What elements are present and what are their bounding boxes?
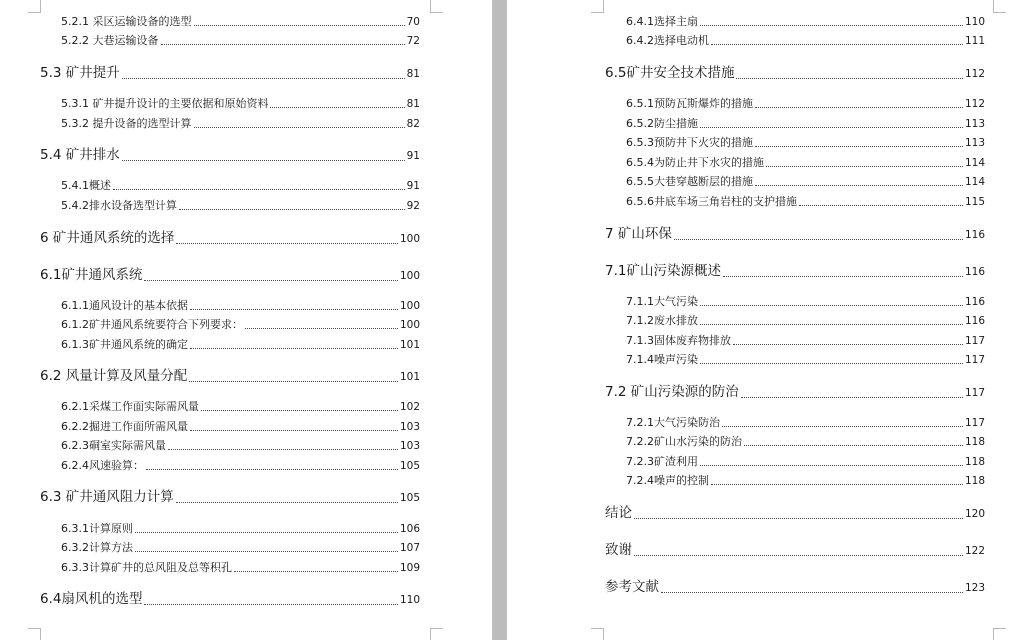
toc-leader-dots [755,178,963,185]
toc-entry-title: 5.2.2 大巷运输设备 [61,34,159,47]
toc-entry-page-number: 116 [964,296,985,308]
toc-leader-dots [190,341,398,348]
toc-leader-dots [144,596,397,604]
toc-leader-dots [190,423,398,430]
toc-entry[interactable] [40,491,420,505]
toc-entry-page-number: 116 [964,266,985,278]
toc-entry[interactable] [61,35,420,47]
toc-leader-dots [799,198,963,205]
toc-entry-title: 5.3 矿井提升 [40,65,120,81]
toc-entry-title: 6.1.2矿井通风系统要符合下列要求： [61,318,243,331]
document-page-right [507,0,1014,640]
crop-mark [993,628,1006,640]
toc-leader-dots [270,100,404,107]
toc-leader-dots [190,302,398,309]
toc-entry[interactable] [626,335,985,347]
toc-entry[interactable] [61,401,420,413]
toc-entry-title: 7.2.2矿山水污染的防治 [626,435,742,448]
toc-entry[interactable] [605,507,985,521]
toc-leader-dots [733,337,963,344]
toc-leader-dots [189,373,398,381]
toc-leader-dots [144,272,397,280]
toc-leader-dots [234,564,398,571]
crop-mark [430,0,443,13]
toc-entry-title: 6.2.1采煤工作面实际需风量 [61,400,199,413]
toc-leader-dots [146,462,398,469]
toc-entry[interactable] [61,523,420,535]
toc-entry[interactable] [605,544,985,558]
toc-entry-title: 6.5.4为防止井下水灾的措施 [626,156,764,169]
toc-leader-dots [113,182,405,189]
toc-entry-page-number: 122 [964,545,985,557]
toc-entry-page-number: 123 [964,582,985,594]
toc-leader-dots [122,152,405,160]
toc-entry-title: 7.2.3矿渣利用 [626,455,698,468]
toc-leader-dots [711,37,963,44]
toc-entry-title: 7.1.2废水排放 [626,314,698,327]
toc-entry-page-number: 81 [406,98,420,110]
toc-entry[interactable] [626,475,985,487]
toc-entry[interactable] [626,354,985,366]
toc-entry[interactable] [61,542,420,554]
toc-entry-page-number: 92 [406,200,420,212]
toc-entry-page-number: 105 [399,460,420,472]
toc-entry-title: 6.3.3计算矿井的总风阻及总等积孔 [61,561,232,574]
toc-entry[interactable] [626,296,985,308]
toc-entry[interactable] [626,35,985,47]
toc-entry-page-number: 111 [964,35,985,47]
toc-leader-dots [176,235,398,243]
toc-entry-page-number: 72 [406,35,420,47]
toc-entry-page-number: 117 [964,354,985,366]
toc-entry[interactable] [626,157,985,169]
crop-mark [28,0,41,13]
toc-entry[interactable] [61,16,420,28]
toc-entry-title: 5.3.1 矿井提升设计的主要依据和原始资料 [61,97,269,110]
toc-entry-title: 5.3.2 提升设备的选型计算 [61,117,192,130]
toc-entry-page-number: 100 [399,270,420,282]
toc-entry-title: 5.4 矿井排水 [40,147,120,163]
toc-leader-dots [741,389,963,397]
toc-entry-title: 6.4.1选择主扇 [626,15,698,28]
toc-entry[interactable] [61,200,420,212]
toc-leader-dots [700,317,963,324]
document-page-left [0,0,492,640]
toc-leader-dots [634,547,963,555]
toc-entry-page-number: 91 [406,150,420,162]
toc-entry[interactable] [605,228,985,242]
toc-entry[interactable] [61,339,420,351]
toc-leader-dots [122,70,405,78]
toc-entry[interactable] [61,118,420,130]
crop-mark [993,0,1006,13]
toc-entry-page-number: 103 [399,440,420,452]
toc-leader-dots [766,159,963,166]
toc-entry-title: 6.5.2防尘措施 [626,117,698,130]
toc-entry-title: 6.5.1预防瓦斯爆炸的措施 [626,97,753,110]
toc-entry[interactable] [605,265,985,279]
toc-entry-page-number: 81 [406,68,420,80]
toc-entry-title: 5.4.2排水设备选型计算 [61,199,177,212]
toc-entry-page-number: 109 [399,562,420,574]
toc-entry[interactable] [40,269,420,283]
toc-entry-title: 7.1.3固体废弃物排放 [626,334,731,347]
toc-entry[interactable] [61,421,420,433]
toc-entry[interactable] [61,319,420,331]
toc-entry[interactable] [626,436,985,448]
toc-entry-page-number: 118 [964,475,985,487]
toc-entry-title: 6.2.3硐室实际需风量 [61,439,166,452]
toc-entry-page-number: 116 [964,315,985,327]
toc-entry-page-number: 106 [399,523,420,535]
toc-leader-dots [700,356,963,363]
toc-entry-page-number: 116 [964,229,985,241]
toc-entry[interactable] [61,180,420,192]
toc-leader-dots [634,510,963,518]
toc-entry-page-number: 101 [399,371,420,383]
toc-leader-dots [744,438,963,445]
toc-entry-title: 5.4.1概述 [61,179,111,192]
toc-leader-dots [711,477,963,484]
toc-entry-title: 6.1.3矿井通风系统的确定 [61,338,188,351]
toc-entry[interactable] [626,16,985,28]
toc-entry-title: 致谢 [605,542,632,558]
toc-entry[interactable] [61,460,420,472]
toc-entry[interactable] [61,562,420,574]
toc-leader-dots [722,419,963,426]
toc-entry-page-number: 117 [964,387,985,399]
toc-entry-title: 6.2.2掘进工作面所需风量 [61,420,188,433]
toc-entry[interactable] [626,137,985,149]
toc-entry-title: 6.2.4风速验算： [61,459,144,472]
toc-entry[interactable] [626,98,985,110]
toc-entry-title: 5.2.1 采区运输设备的选型 [61,15,192,28]
toc-entry[interactable] [605,581,985,595]
toc-entry-title: 6.5.5大巷穿越断层的措施 [626,175,753,188]
toc-entry[interactable] [40,593,420,607]
toc-leader-dots [176,494,398,502]
toc-entry-title: 6.3 矿井通风阻力计算 [40,489,174,505]
crop-mark [591,628,604,640]
toc-entry-title: 6.1.1通风设计的基本依据 [61,299,188,312]
toc-entry-page-number: 117 [964,335,985,347]
toc-entry-page-number: 120 [964,508,985,520]
toc-entry-page-number: 112 [964,68,985,80]
toc-entry-title: 7.2 矿山污染源的防治 [605,384,739,400]
toc-entry-page-number: 82 [406,118,420,130]
toc-entry-page-number: 102 [399,401,420,413]
crop-mark [430,628,443,640]
toc-entry-page-number: 112 [964,98,985,110]
toc-leader-dots [201,403,398,410]
toc-leader-dots [135,525,398,532]
toc-leader-dots [755,100,963,107]
toc-entry-title: 6.4.2选择电动机 [626,34,709,47]
toc-entry-page-number: 117 [964,417,985,429]
toc-entry-title: 7.2.4噪声的控制 [626,474,709,487]
crop-mark [28,628,41,640]
toc-entry-page-number: 91 [406,180,420,192]
toc-entry-page-number: 100 [399,233,420,245]
toc-entry[interactable] [40,370,420,384]
toc-leader-dots [168,442,398,449]
toc-entry-title: 6.4扇风机的选型 [40,591,143,607]
toc-leader-dots [194,120,405,127]
toc-leader-dots [700,120,963,127]
toc-entry-page-number: 114 [964,157,985,169]
toc-entry-page-number: 70 [406,16,420,28]
toc-entry[interactable] [626,456,985,468]
toc-entry-page-number: 103 [399,421,420,433]
toc-entry-title: 6.5矿井安全技术措施 [605,65,735,81]
toc-entry-title: 参考文献 [605,579,659,595]
toc-leader-dots [736,70,962,78]
toc-entry-page-number: 113 [964,137,985,149]
toc-entry[interactable] [626,315,985,327]
toc-leader-dots [661,584,963,592]
toc-entry[interactable] [605,67,985,81]
toc-entry[interactable] [40,232,420,246]
toc-entry-page-number: 101 [399,339,420,351]
toc-leader-dots [700,18,963,25]
toc-entry-title: 7.1矿山污染源概述 [605,263,721,279]
toc-entry[interactable] [61,440,420,452]
crop-mark [591,0,604,13]
toc-leader-dots [161,37,405,44]
toc-entry-title: 6.2 风量计算及风量分配 [40,368,188,384]
toc-entry-page-number: 100 [399,300,420,312]
toc-entry-page-number: 114 [964,176,985,188]
toc-leader-dots [179,202,405,209]
toc-entry-title: 7.1.4噪声污染 [626,353,698,366]
toc-entry[interactable] [626,196,985,208]
toc-entry[interactable] [626,417,985,429]
toc-entry-title: 6.3.1计算原则 [61,522,133,535]
toc-leader-dots [723,268,963,276]
toc-entry[interactable] [61,300,420,312]
toc-entry-page-number: 110 [399,594,420,606]
toc-entry-title: 6.5.3预防井下火灾的措施 [626,136,753,149]
toc-leader-dots [755,139,963,146]
toc-entry[interactable] [61,98,420,110]
toc-entry[interactable] [626,176,985,188]
toc-entry-page-number: 118 [964,456,985,468]
toc-leader-dots [135,544,398,551]
toc-leader-dots [700,458,963,465]
toc-leader-dots [245,321,398,328]
toc-entry-page-number: 113 [964,118,985,130]
toc-leader-dots [674,231,963,239]
toc-leader-dots [194,18,405,25]
toc-leader-dots [700,298,963,305]
toc-entry[interactable] [40,67,420,81]
toc-entry-page-number: 105 [399,492,420,504]
toc-entry-page-number: 115 [964,196,985,208]
toc-entry[interactable] [605,386,985,400]
toc-entry-page-number: 100 [399,319,420,331]
toc-entry-page-number: 107 [399,542,420,554]
toc-entry-title: 7.2.1大气污染防治 [626,416,720,429]
toc-entry-page-number: 110 [964,16,985,28]
toc-entry-page-number: 118 [964,436,985,448]
toc-entry-title: 6 矿井通风系统的选择 [40,230,175,246]
toc-entry[interactable] [40,149,420,163]
toc-entry-title: 6.5.6井底车场三角岩柱的支护措施 [626,195,797,208]
toc-entry-title: 6.3.2计算方法 [61,541,133,554]
toc-entry[interactable] [626,118,985,130]
toc-entry-title: 6.1矿井通风系统 [40,267,143,283]
toc-entry-title: 7 矿山环保 [605,226,672,242]
toc-entry-title: 7.1.1大气污染 [626,295,698,308]
toc-entry-title: 结论 [605,505,632,521]
